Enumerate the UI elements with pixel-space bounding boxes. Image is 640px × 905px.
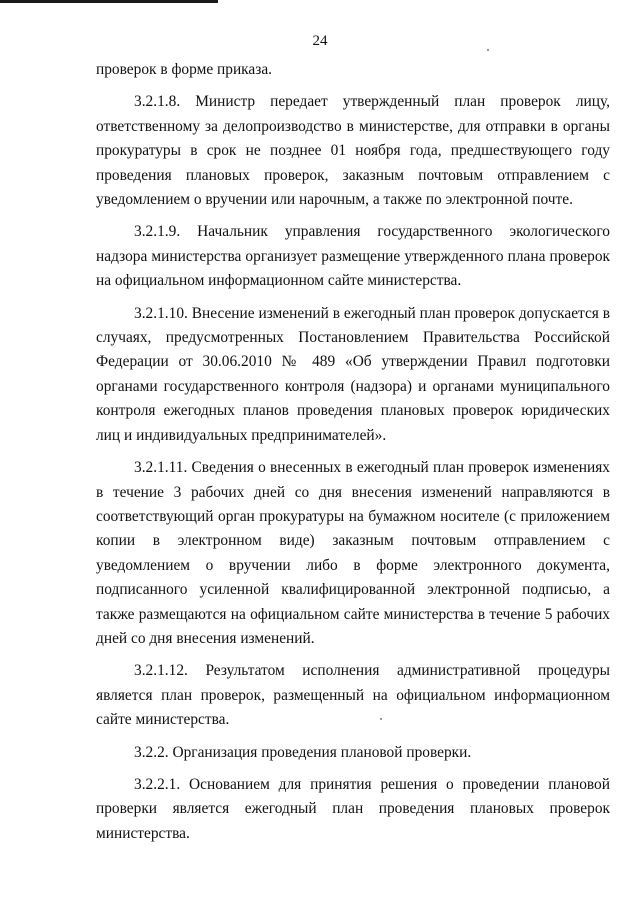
top-border-rule (0, 0, 218, 3)
document-body (96, 58, 610, 854)
paragraph-3-2-1-11: 3.2.1.11. Сведения о внесенных в ежегодный план проверок изменениях в течение 3 рабочих дней со дня внесения изменений направляются в соответствующий орган прокуратуры на бумажном носителе (с приложением копии в электронном виде) заказным почтовым отправлением с уведомлением о вручении либо в форме электронного документа, подписанного усиленной квалифицированной электронной подписью, а также размещаются на официальном сайте министерства в течение 5 рабочих дней со дня внесения изменений. (96, 459, 610, 647)
paragraph-3-2-1-9: 3.2.1.9. Начальник управления государственного экологического надзора министерства организует размещение утвержденного плана проверок на официальном информационном сайте министерства. (96, 223, 610, 290)
page-number: 24 (312, 33, 328, 49)
paragraph-3-2-1-10: 3.2.1.10. Внесение изменений в ежегодный план проверок допускается в случаях, предусмотренных Постановлением Правительства Российской Федерации от 30.06.2010 № 489 «Об утверждении Правил подготовки органами государственного контроля (надзора) и органами муниципального контроля ежегодных планов проведения плановых проверок юридических лиц и индивидуальных предпринимателей». (96, 304, 610, 444)
scan-speck (487, 49, 489, 51)
paragraph-continuation: проверок в форме приказа. (96, 61, 273, 78)
section-heading-3-2-2: 3.2.2. Организация проведения плановой проверки. (134, 743, 472, 761)
paragraph-3-2-2-1: 3.2.2.1. Основанием для принятия решения о проведении плановой проверки является ежегодный план проведения плановых проверок министерства. (96, 775, 610, 842)
paragraph-3-2-1-8: 3.2.1.8. Министр передает утвержденный план проверок лицу, ответственному за делопроизводство в министерстве, для отправки в органы прокуратуры в срок не позднее 01 ноября года, предшествующего году проведения плановых проверок, заказным почтовым отправлением с уведомлением о вручении или нарочным, а также по электронной почте. (96, 93, 610, 209)
paragraph-3-2-1-12: 3.2.1.12. Результатом исполнения административной процедуры является план проверок, размещенный на официальном информационном сайте министерства. (96, 662, 610, 729)
scan-speck (380, 718, 382, 720)
